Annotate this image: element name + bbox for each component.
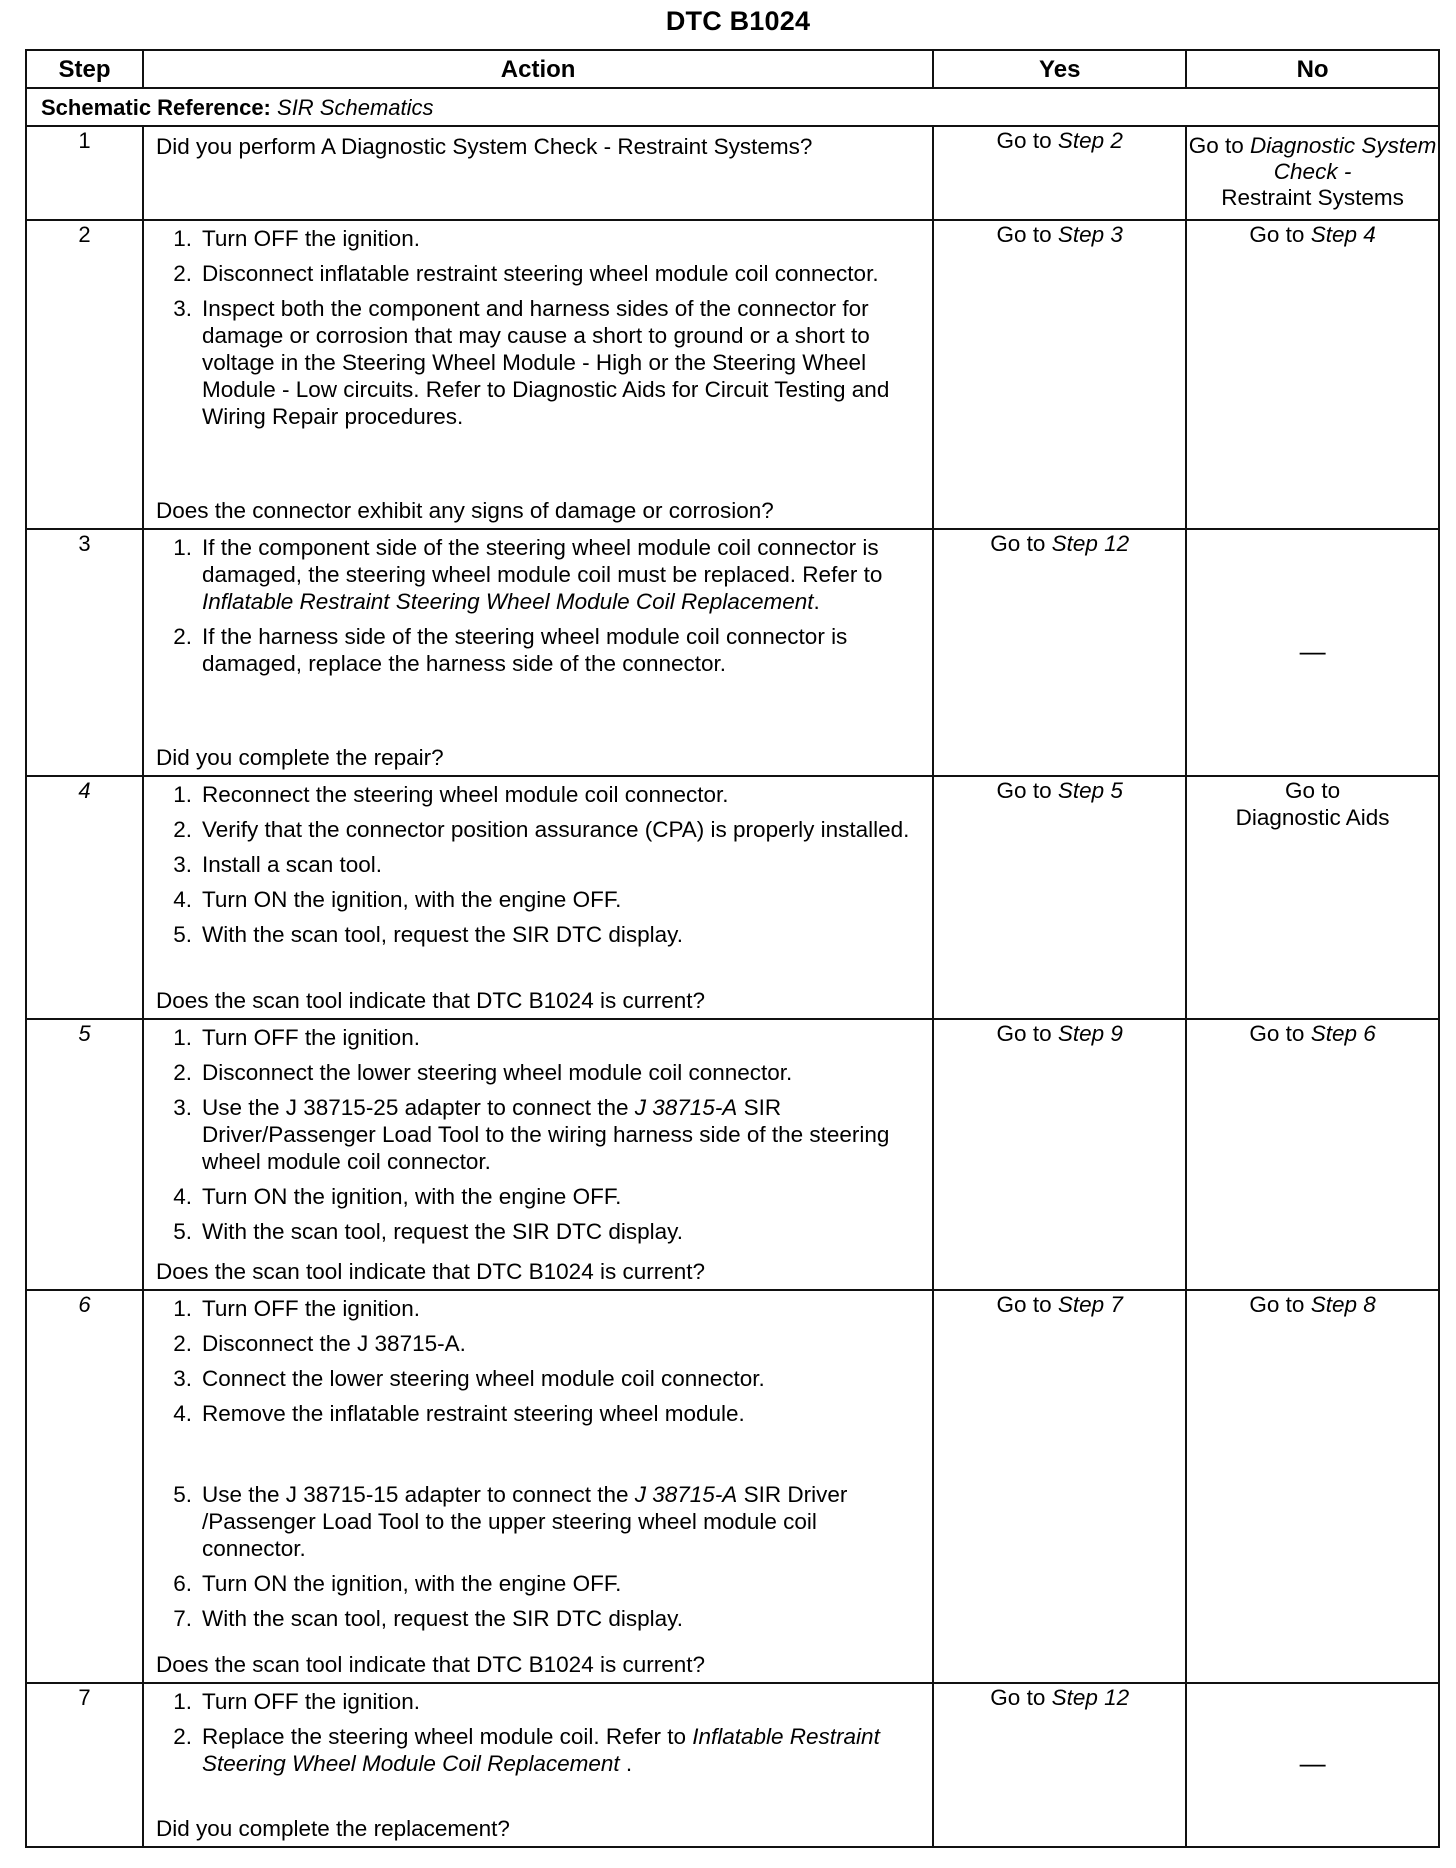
list-item: 7. With the scan tool, request the SIR DTC display. xyxy=(173,1606,683,1631)
list-item: 2. Verify that the connector position assurance (CPA) is properly installed. xyxy=(173,817,910,842)
yes-prefix: Go to xyxy=(996,128,1058,153)
yes-cell[interactable]: Go to Step 9 xyxy=(933,1019,1186,1290)
no-cell[interactable]: Go to Step 4 xyxy=(1186,220,1439,529)
table-row xyxy=(26,1290,1439,1683)
header-yes: Yes xyxy=(933,50,1186,88)
yes-cell[interactable]: Go to Step 3 xyxy=(933,220,1186,529)
diagnostic-table xyxy=(25,49,1440,1848)
action-cell xyxy=(143,126,933,220)
list-item: 1. Reconnect the steering wheel module coil connector. xyxy=(173,782,729,807)
no-dash: — xyxy=(1299,635,1326,666)
tool-ref: J 38715-A xyxy=(634,1482,738,1507)
action-question: Does the scan tool indicate that DTC B1024 is current? xyxy=(155,988,705,1013)
no-cell[interactable]: Go to Step 6 xyxy=(1186,1019,1439,1290)
action-question: Does the scan tool indicate that DTC B1024 is current? xyxy=(155,1259,705,1284)
action-question: Did you perform A Diagnostic System Check - Restraint Systems? xyxy=(155,134,813,159)
list-item: 2. Disconnect inflatable restraint steering wheel module coil connector. xyxy=(173,261,879,286)
action-cell xyxy=(143,529,933,776)
step-number: 6 xyxy=(26,1290,143,1683)
yes-step-link[interactable]: Step 7 xyxy=(1057,1292,1123,1317)
list-item: 3. Install a scan tool. xyxy=(173,852,383,877)
yes-cell[interactable]: Go to Step 7 xyxy=(933,1290,1186,1683)
procedure-link[interactable]: Inflatable Restraint Steering Wheel Module Coil Replacement xyxy=(201,1724,880,1776)
schematic-label: Schematic Reference: xyxy=(41,94,271,120)
step-number: 2 xyxy=(26,220,143,529)
action-cell xyxy=(143,1683,933,1847)
no-prefix: Go to xyxy=(1188,133,1251,158)
table-row xyxy=(26,220,1439,529)
no-dash: — xyxy=(1299,1748,1326,1778)
header-no: No xyxy=(1186,50,1439,88)
list-item: 5. With the scan tool, request the SIR DTC display. xyxy=(173,1219,683,1244)
list-item: 5. With the scan tool, request the SIR DTC display. xyxy=(173,922,683,947)
list-item: 1. Turn OFF the ignition. xyxy=(173,1296,420,1321)
no-link[interactable]: Diagnostic System Check - xyxy=(1250,133,1437,184)
list-item: 3. Connect the lower steering wheel module coil connector. xyxy=(173,1366,765,1391)
action-question: Does the scan tool indicate that DTC B1024 is current? xyxy=(155,1652,705,1677)
action-steps xyxy=(156,225,922,438)
list-item: 1. If the component side of the steering wheel module coil connector is damaged, the steering wheel module coil must be replaced. Refer to Inflatable Restraint Steering Wheel Module Coil Replacement. xyxy=(173,535,883,614)
list-item: 4. Turn ON the ignition, with the engine OFF. xyxy=(173,887,622,912)
header-row xyxy=(26,50,1439,88)
list-item: 3. Use the J 38715-25 adapter to connect the J 38715-A SIR Driver/Passenger Load Tool to the wiring harness side of the steering wheel module coil connector. xyxy=(173,1095,890,1174)
table-row xyxy=(26,1019,1439,1290)
action-cell xyxy=(143,776,933,1019)
action-steps xyxy=(156,534,922,685)
action-steps xyxy=(156,1024,922,1245)
action-cell xyxy=(143,1290,933,1683)
list-item: 6. Turn ON the ignition, with the engine OFF. xyxy=(173,1571,622,1596)
tool-ref: J 38715-A xyxy=(634,1095,738,1120)
list-item: 2. Disconnect the lower steering wheel module coil connector. xyxy=(173,1060,793,1085)
action-question: Did you complete the replacement? xyxy=(155,1816,510,1841)
step-number: 7 xyxy=(26,1683,143,1847)
action-cell xyxy=(143,1019,933,1290)
table-row xyxy=(26,1683,1439,1847)
yes-cell[interactable] xyxy=(933,126,1186,220)
yes-step-link[interactable]: Step 5 xyxy=(1057,778,1123,803)
list-item: 1. Turn OFF the ignition. xyxy=(173,226,420,251)
action-steps xyxy=(156,781,922,948)
header-action: Action xyxy=(143,50,933,88)
list-item: 2. Replace the steering wheel module coil. Refer to Inflatable Restraint Steering Wheel Module Coil Replacement . xyxy=(173,1724,880,1776)
no-cell xyxy=(1186,1683,1439,1847)
yes-step-link[interactable]: Step 12 xyxy=(1051,1685,1130,1710)
list-item: 4. Turn ON the ignition, with the engine OFF. xyxy=(173,1184,622,1209)
no-step-link[interactable]: Step 6 xyxy=(1310,1021,1376,1046)
no-step-link[interactable]: Step 8 xyxy=(1310,1292,1376,1317)
yes-step-link[interactable]: Step 3 xyxy=(1057,222,1123,247)
procedure-link[interactable]: Inflatable Restraint Steering Wheel Module Coil Replacement xyxy=(201,589,814,614)
step-number: 3 xyxy=(26,529,143,776)
list-item: 2. If the harness side of the steering wheel module coil connector is damaged, replace the harness side of the connector. xyxy=(173,624,848,676)
list-item: 2. Disconnect the J 38715-A. xyxy=(173,1331,466,1356)
no-cell[interactable] xyxy=(1186,126,1439,220)
no-step-link[interactable]: Step 4 xyxy=(1310,222,1376,247)
yes-cell[interactable]: Go to Step 12 xyxy=(933,1683,1186,1847)
action-steps xyxy=(156,1295,922,1632)
no-cell xyxy=(1186,529,1439,776)
table-row xyxy=(26,126,1439,220)
no-link[interactable]: Diagnostic Aids xyxy=(1235,805,1390,830)
action-steps xyxy=(156,1688,922,1785)
step-number: 5 xyxy=(26,1019,143,1290)
list-item: 1. Turn OFF the ignition. xyxy=(173,1025,420,1050)
schematic-row xyxy=(26,88,1439,126)
table-row xyxy=(26,776,1439,1019)
no-suffix: Restraint Systems xyxy=(1221,185,1404,210)
schematic-reference xyxy=(26,88,1439,126)
list-item: 3. Inspect both the component and harness sides of the connector for damage or corrosion that may cause a short to ground or a short to voltage in the Steering Wheel Module - High or the Steering Wheel Module - Low circuits. Refer to Diagnostic Aids for Circuit Testing and Wiring Repair procedures. xyxy=(173,296,890,429)
step-number: 1 xyxy=(26,126,143,220)
action-cell xyxy=(143,220,933,529)
action-question: Did you complete the repair? xyxy=(155,745,444,770)
table-row xyxy=(26,529,1439,776)
yes-step-link[interactable]: Step 9 xyxy=(1057,1021,1123,1046)
yes-step-link[interactable]: Step 12 xyxy=(1051,531,1130,556)
no-cell[interactable] xyxy=(1186,776,1439,1019)
yes-cell[interactable]: Go to Step 12 xyxy=(933,529,1186,776)
list-item: 4. Remove the inflatable restraint steering wheel module. xyxy=(173,1401,745,1426)
list-item: 5. Use the J 38715-15 adapter to connect the J 38715-A SIR Driver /Passenger Load Tool to the upper steering wheel module coil connector. xyxy=(173,1482,848,1561)
action-question: Does the connector exhibit any signs of damage or corrosion? xyxy=(155,498,774,523)
schematic-link[interactable]: SIR Schematics xyxy=(277,94,434,120)
yes-cell[interactable]: Go to Step 5 xyxy=(933,776,1186,1019)
page-title: DTC B1024 xyxy=(665,6,811,36)
no-cell[interactable]: Go to Step 8 xyxy=(1186,1290,1439,1683)
step-number: 4 xyxy=(26,776,143,1019)
no-prefix: Go to xyxy=(1285,778,1341,803)
yes-step-link[interactable]: Step 2 xyxy=(1057,128,1123,153)
header-step: Step xyxy=(26,50,143,88)
list-item: 1. Turn OFF the ignition. xyxy=(173,1689,420,1714)
